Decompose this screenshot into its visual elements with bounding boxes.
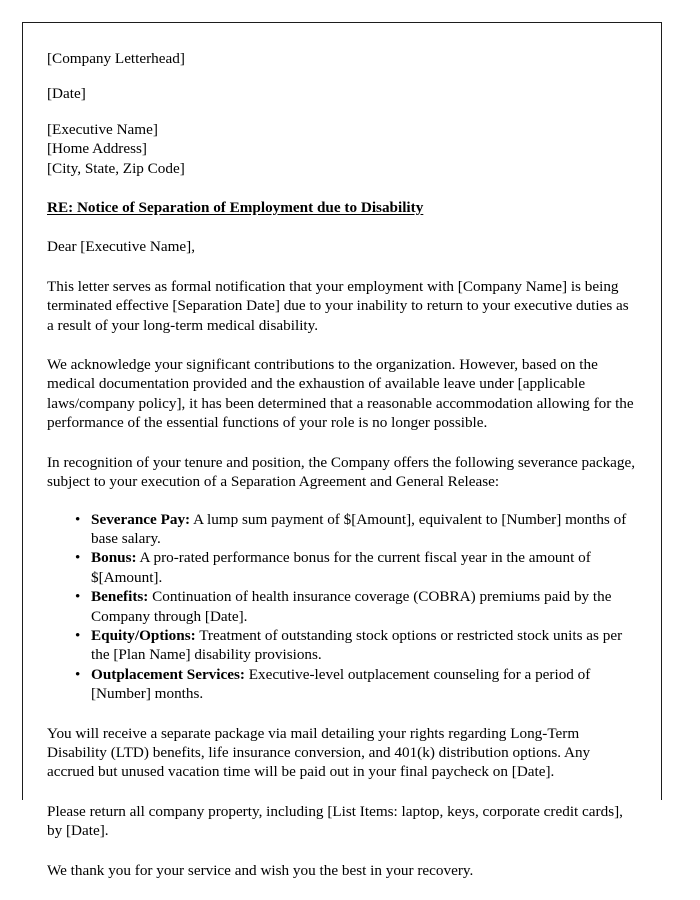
list-item <box>75 548 639 587</box>
body-paragraph-2: We acknowledge your significant contributions to the organization. However, based on the medical documentation provided and the exhaustion of available leave under [applicable laws/company policy], it has been determined that a reasonable accommodation allowing for the performance of the essential functions of your role is no longer possible. <box>47 356 634 432</box>
recipient-city-state-zip-line: [City, State, Zip Code] <box>47 159 185 177</box>
list-item-description: A pro-rated performance bonus for the current fiscal year in the amount of $[Amount]. <box>91 549 591 586</box>
list-item <box>75 665 639 704</box>
closing-paragraph-3: We thank you for your service and wish you the best in your recovery. <box>47 861 474 879</box>
spacer <box>47 104 639 120</box>
list-item-description: Continuation of health insurance coverage (COBRA) premiums paid by the Company through [Date]. <box>91 588 612 625</box>
date-line: [Date] <box>47 85 86 103</box>
list-item <box>75 626 639 665</box>
list-item <box>75 587 639 626</box>
severance-package-list <box>47 510 639 704</box>
salutation-line: Dear [Executive Name], <box>47 238 195 256</box>
list-item-term: Bonus: <box>91 549 137 567</box>
closing-paragraph-2: Please return all company property, including [List Items: laptop, keys, corporate credit cards], by [Date]. <box>47 802 623 840</box>
closing-paragraph-1: You will receive a separate package via mail detailing your rights regarding Long-Term Disability (LTD) benefits, life insurance conversion, and 401(k) distribution options. Any accrued but unused vacation time will be paid out in your final paycheck on [Date]. <box>47 724 591 781</box>
list-item-description: Executive-level outplacement counseling for a period of [Number] months. <box>91 665 591 703</box>
list-item-term: Outplacement Services: <box>91 665 245 683</box>
list-item-term: Benefits: <box>91 588 149 606</box>
list-item-term: Equity/Options: <box>91 626 196 644</box>
document-body <box>23 23 661 880</box>
recipient-name-line: [Executive Name] <box>47 120 158 138</box>
body-paragraph-3: In recognition of your tenure and position, the Company offers the following severance package, subject to your execution of a Separation Agreement and General Release: <box>47 453 636 491</box>
document-page <box>22 22 662 879</box>
list-item-description: Treatment of outstanding stock options or restricted stock units as per the [Plan Name] disability provisions. <box>91 626 623 664</box>
subject-line: RE: Notice of Separation of Employment due to Disability <box>47 199 424 217</box>
company-letterhead-line: [Company Letterhead] <box>47 50 185 67</box>
list-item <box>75 510 639 549</box>
list-item-description: A lump sum payment of $[Amount], equivalent to [Number] months of base salary. <box>91 510 627 547</box>
list-item-term: Severance Pay: <box>91 510 191 528</box>
recipient-address-line: [Home Address] <box>47 140 147 158</box>
body-paragraph-1: This letter serves as formal notification that your employment with [Company Name] is being terminated effective [Separation Date] due to your inability to return to your executive duties as a result of your long-term medical disability. <box>47 277 629 334</box>
spacer <box>47 68 639 84</box>
